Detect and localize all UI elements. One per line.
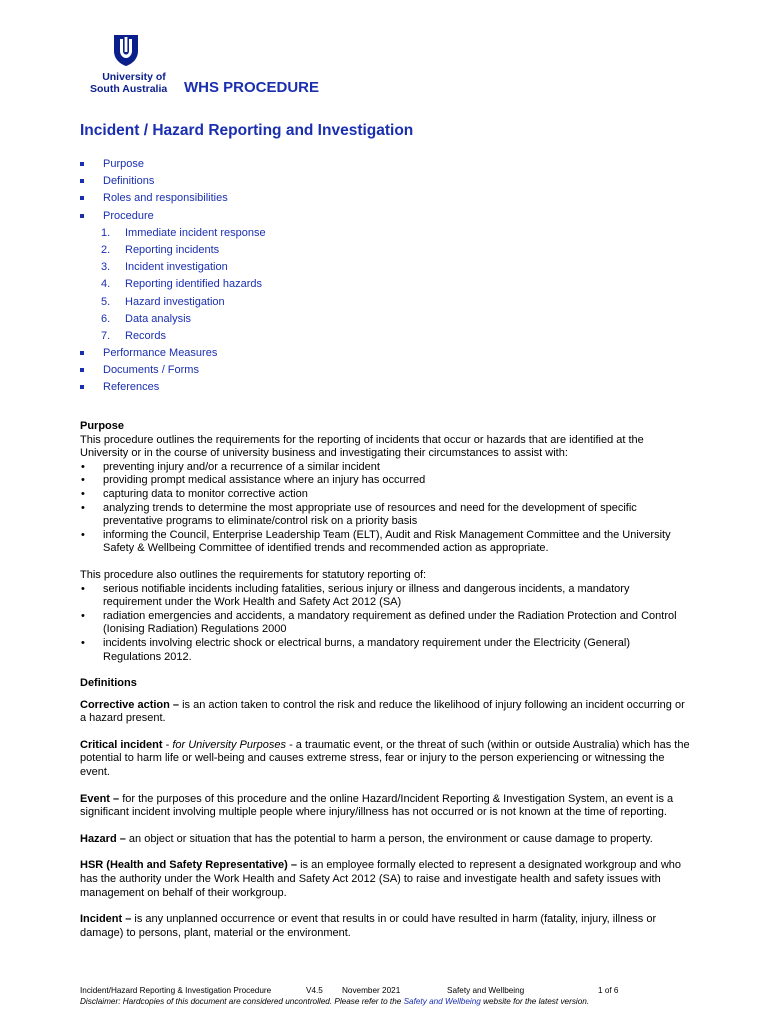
purpose-list xyxy=(80,461,690,556)
document-body xyxy=(80,420,690,940)
bullet-icon xyxy=(80,179,84,183)
definition-critical-incident: Critical incident - for University Purposes - a traumatic event, or the threat of such (within or outside Australia) which has the potential to harm life or well-being and causes extreme stress, fear or injury to the person experiencing or witnessing the event. xyxy=(80,738,690,779)
bullet-icon xyxy=(80,351,84,355)
toc-link-step-1[interactable]: Immediate incident response xyxy=(125,226,266,239)
safety-wellbeing-link[interactable]: Safety and Wellbeing xyxy=(403,997,481,1006)
definition-corrective-action: Corrective action – is an action taken to control the risk and reduce the likelihood of injury following an incident occurring or a hazard present. xyxy=(80,698,685,725)
university-shield-icon xyxy=(112,33,140,67)
definition-event: Event – for the purposes of this procedure and the online Hazard/Incident Reporting & Investigation System, an event is a significant incident involving multiple people where injury/illness has not occurred or is not known at the time of reporting. xyxy=(80,792,674,819)
toc-link-documents[interactable]: Documents / Forms xyxy=(103,364,199,377)
footer-page-number: 1 of 6 xyxy=(598,986,619,995)
bullet-icon xyxy=(80,368,84,372)
toc-link-definitions[interactable]: Definitions xyxy=(103,175,155,188)
statutory-list xyxy=(80,583,690,665)
page-title: Incident / Hazard Reporting and Investigation xyxy=(80,122,414,139)
list-item: • preventing injury and/or a recurrence of a similar incident xyxy=(80,461,690,475)
section-heading-definitions: Definitions xyxy=(80,677,137,690)
toc-link-purpose[interactable]: Purpose xyxy=(103,158,144,170)
page-footer xyxy=(80,985,680,1007)
document-type: WHS PROCEDURE xyxy=(184,79,320,96)
toc-step-number: 6. xyxy=(101,312,111,325)
footer-unit: Safety and Wellbeing xyxy=(447,986,525,995)
footer-date: November 2021 xyxy=(342,986,401,995)
toc-step-number: 7. xyxy=(101,329,111,342)
definition-hsr: HSR (Health and Safety Representative) – is an employee formally elected to represent a designated workgroup and who has the authority under the Work Health and Safety Act 2012 (SA) to raise and investigate health and safety issues with management on behalf of their workgroup. xyxy=(80,859,682,899)
logo-line-1: University of xyxy=(102,71,166,83)
logo-line-2: South Australia xyxy=(90,83,168,95)
toc-link-step-3[interactable]: Incident investigation xyxy=(125,261,228,274)
toc-link-step-4[interactable]: Reporting identified hazards xyxy=(125,278,262,291)
definition-hazard: Hazard – an object or situation that has the potential to harm a person, the environment or cause damage to property. xyxy=(80,832,653,845)
footer-disclaimer: Disclaimer: Hardcopies of this document are considered uncontrolled. Please refer to the Safety and Wellbeing website for the latest version. xyxy=(80,997,590,1006)
list-item: • serious notifiable incidents including fatalities, serious injury or illness and dangerous incidents, a mandatory requirement under the Work Health and Safety Act 2012 (SA) xyxy=(80,583,690,610)
bullet-icon xyxy=(80,162,84,166)
bullet-icon xyxy=(80,385,84,389)
statutory-intro: This procedure also outlines the requirements for statutory reporting of: xyxy=(80,568,427,581)
section-heading-purpose: Purpose xyxy=(80,420,125,432)
definition-incident: Incident – is any unplanned occurrence or event that results in or could have resulted in harm (fatality, injury, illness or damage) to persons, plant, material or the environment. xyxy=(80,913,657,939)
list-item: • incidents involving electric shock or electrical burns, a mandatory requirement under the Electricity (General) Regulations 2012. xyxy=(80,637,690,664)
toc-link-step-5[interactable]: Hazard investigation xyxy=(125,295,225,308)
list-item: • informing the Council, Enterprise Leadership Team (ELT), Audit and Risk Management Committee and the University Safety & Wellbeing Committee of identified trends and recommended action as appropriate. xyxy=(80,529,690,556)
purpose-intro: This procedure outlines the requirements for the reporting of incidents that occur or hazards that are identified at the University or in the course of university business and investigating their circumstances to assist with: xyxy=(80,433,644,460)
list-item: • capturing data to monitor corrective action xyxy=(80,488,690,502)
list-item: • radiation emergencies and accidents, a mandatory requirement as defined under the Radiation Protection and Control (Ionising Radiation) Regulations 2000 xyxy=(80,610,690,637)
list-item: • providing prompt medical assistance where an injury has occurred xyxy=(80,474,690,488)
toc-link-performance[interactable]: Performance Measures xyxy=(103,347,218,360)
bullet-icon xyxy=(80,214,84,218)
toc-link-procedure[interactable]: Procedure xyxy=(103,209,154,222)
bullet-icon xyxy=(80,196,84,200)
toc-step-number: 1. xyxy=(101,226,111,239)
toc-link-references[interactable]: References xyxy=(103,381,160,394)
toc-step-number: 3. xyxy=(101,261,111,274)
footer-doc-name: Incident/Hazard Reporting & Investigation Procedure xyxy=(80,986,272,995)
toc-step-number: 4. xyxy=(101,278,111,291)
toc-link-step-2[interactable]: Reporting incidents xyxy=(125,243,220,256)
toc-step-number: 5. xyxy=(101,295,111,308)
toc-step-number: 2. xyxy=(101,243,111,256)
toc-link-step-6[interactable]: Data analysis xyxy=(125,312,192,325)
list-item: • analyzing trends to determine the most appropriate use of resources and need for the development of specific preventative programs to eliminate/control risk on a priority basis xyxy=(80,502,690,529)
toc-link-step-7[interactable]: Records xyxy=(125,329,166,342)
footer-version: V4.5 xyxy=(306,986,323,995)
toc-link-roles[interactable]: Roles and responsibilities xyxy=(103,192,228,205)
